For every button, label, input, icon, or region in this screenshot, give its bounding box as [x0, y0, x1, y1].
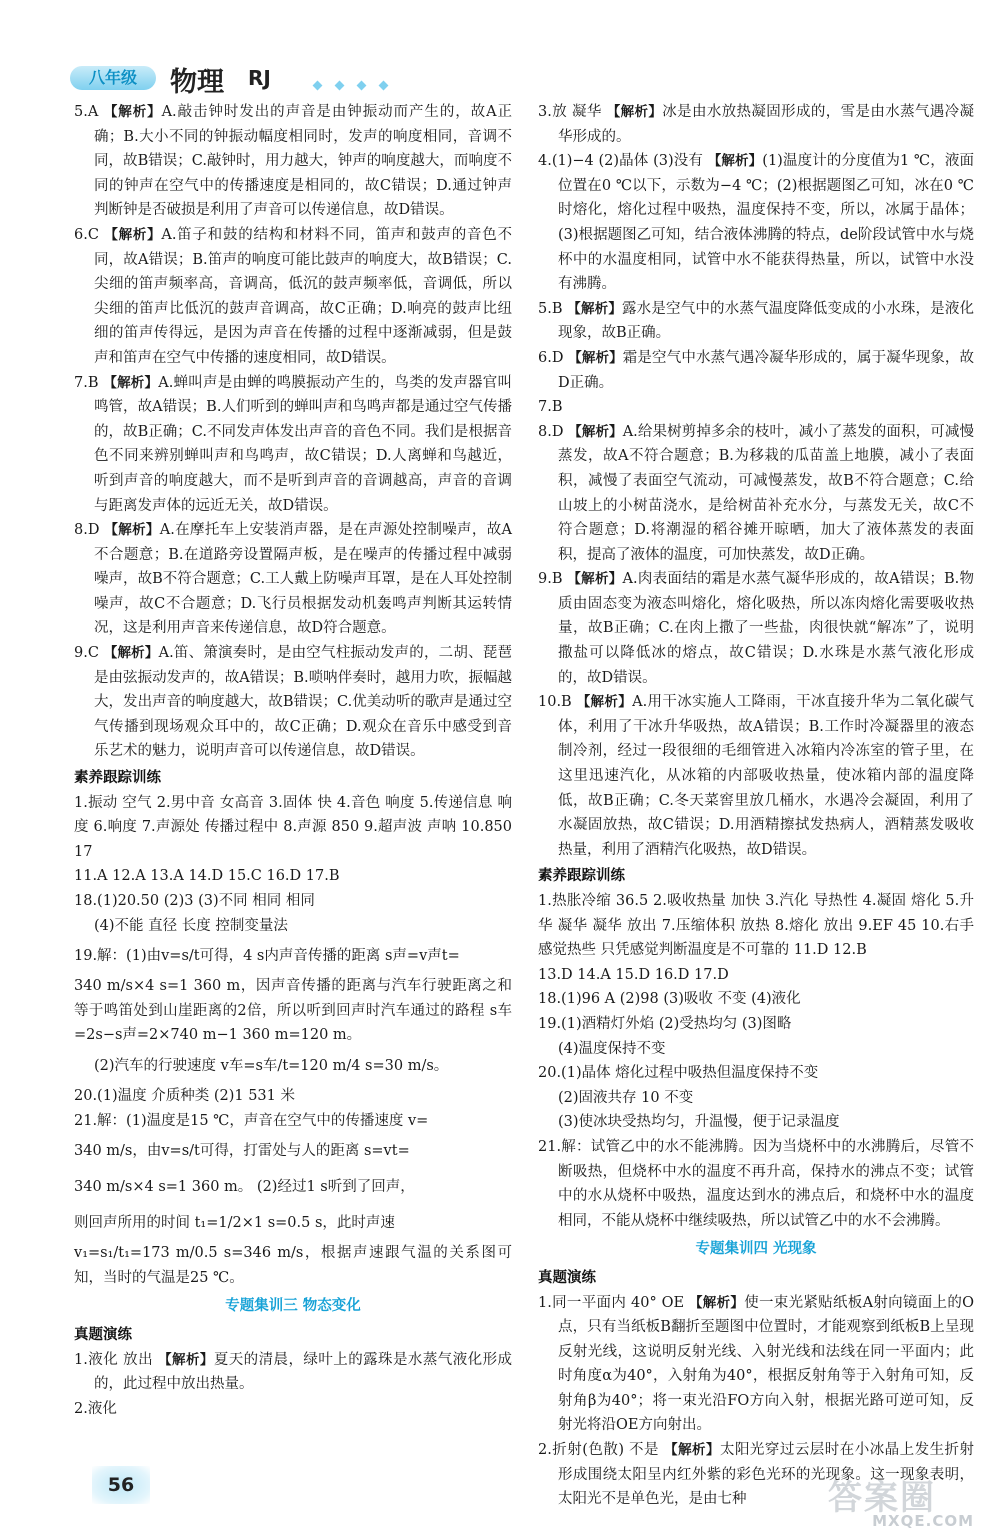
answer-item: 1.同一平面内 40° OE 【解析】使一束光紧贴纸板A射向镜面上的O点，只有当纸板B翻折至题图中位置时，才能观察到纸板B上呈现反射光线，这说明反射光线、入射光线和法线在同一平面内；此时角度α为40°，入射角为40°，根据反射角等于入射角可知，反射角β为40°；将一束光沿FO方向入射，根据光路可逆可知，反射光将沿OE方向射出。	[538, 1294, 975, 1434]
watermark-logo: 答案圈 MXQE.COM	[828, 1478, 974, 1530]
answer-line: (4)温度保持不变	[558, 1040, 666, 1057]
answer-item: 8.D 【解析】A.在摩托车上安装消声器，是在声源处控制噪声，故A不合题意；B.在道路旁设置隔声板，是在噪声的传播过程中减弱噪声，故B不符合题意；C.工人戴上防噪声耳罩，是在人耳处控制噪声，故C不合题意；D.飞行员根据发动机轰鸣声判断其运转情况，这是利用声音来传递信息，故D符合题意。	[74, 522, 513, 637]
answer-item: 6.C 【解析】A.笛子和鼓的结构和材料不同，笛声和鼓声的音色不同，故A错误；B.笛声的响度可能比鼓声的响度大，故B错误；C.尖细的笛声频率高，音调高，低沉的鼓声频率低，音调低，所以尖细的笛声比低沉的鼓声音调高，故C正确；D.响亮的鼓声比纽细的笛声传得远，是因为声音在传播的过程中逐渐减弱，但是鼓声和笛声在空气中传播的速度相同，故D错误。	[74, 226, 513, 366]
answer-line: 20.(1)温度 介质种类 (2)1 531 米	[74, 1087, 295, 1104]
answer-item: 10.B 【解析】A.用干冰实施人工降雨，干冰直接升华为二氧化碳气体，利用了干冰升华吸热，故A错误；B.工作时冷凝器里的液态制冷剂，经过一段很细的毛细管进入冰箱内冷冻室的管子里，在这里迅速汽化，从冰箱的内部吸收热量，使冰箱内部的温度降低，故B正确；C.冬天菜窖里放几桶水，水遇冷会凝固，利用了水凝固放热，故C错误；D.用酒精擦拭发热病人，酒精蒸发吸收热量，利用了酒精汽化吸热，故D错误。	[538, 694, 974, 858]
answer-line: 18.(1)20.50 (2)3 (3)不同 相同 相同	[74, 893, 315, 909]
section-heading: 真题演练	[74, 1326, 132, 1343]
answer-line: (4)不能 直径 长度 控制变量法	[94, 917, 288, 934]
answer-item: 6.D 【解析】霜是空气中水蒸气遇冷凝华形成的，属于凝华现象，故D正确。	[538, 349, 975, 391]
section-heading: 素养跟踪训练	[74, 770, 161, 787]
answer-line: 1.热胀冷缩 36.5 2.吸收热量 加快 3.汽化 导热性 4.凝固 熔化 5.升华 凝华 凝华 放出 7.压缩体积 放热 8.熔化 放出 9.EF 45 10.右手感觉热些 只凭感觉判断温度是不可靠的 11.D 12.B	[538, 893, 974, 959]
answer-item: 7.B 【解析】A.蝉叫声是由蝉的鸣膜振动产生的，鸟类的发声器官叫鸣管，故A错误；B.人们听到的蝉叫声和鸟鸣声都是通过空气传播的，故B正确；C.不同发声体发出声音的音色不同。我们是根据音色不同来辨别蝉叫声和鸟鸣声，故C错误；D.人离蝉和鸟越近，听到声音的响度越大，而不是听到声音的音调越高，声音的音调与距离发声体的远近无关，故D错误。	[74, 374, 513, 514]
answer-item: 9.B 【解析】A.肉表面结的霜是水蒸气凝华形成的，故A错误；B.物质由固态变为液态叫熔化，熔化吸热，所以冻肉熔化需要吸收热量，故B正确；C.在肉上撒了一些盐，肉很快就“解冻”了，说明撒盐可以降低冰的熔点，故C错误；D.水珠是水蒸气液化形成的，故D错误。	[538, 571, 974, 686]
answer-item: 9.C 【解析】A.笛、箫演奏时，是由空气柱振动发声的，二胡、琵琶是由弦振动发声的，故A错误；B.唢呐伴奏时，越用力吹，振幅越大，发出声音的响度越大，故B错误；C.优美动听的歌声是通过空气传播到现场观众耳中的，故C正确；D.观众在音乐中感受到音乐艺术的魅力，说明声音可以传递信息，故D错误。	[74, 645, 513, 760]
left-column	[74, 100, 512, 1421]
answer-item: 2.折射(色散) 不是 【解析】太阳光穿过云层时在小冰晶上发生折射形成围绕太阳呈内红外紫的彩色光环的光现象。这一现象表明，太阳光不是单色光，是由七种	[538, 1442, 975, 1508]
answer-line: 340 m/s×4 s=1 360 m。 (2)经过1 s听到了回声，	[74, 1179, 415, 1196]
answer-line: 1.振动 空气 2.男中音 女高音 3.固体 快 4.音色 响度 5.传递信息 响度 6.响度 7.声源处 传播过程中 8.声源 850 9.超声波 声呐 10.850 17	[74, 794, 512, 860]
edition-label: RJ	[248, 66, 271, 90]
subject-title: 物理	[170, 67, 224, 98]
answer-line: 21.解：(1)温度是15 ℃，声音在空气中的传播速度 v=	[74, 1112, 429, 1129]
answer-item: 4.(1)−4 (2)晶体 (3)没有 【解析】(1)温度计的分度值为1 ℃，液面位置在0 ℃以下，示数为−4 ℃；(2)根据题图乙可知，冰在0 ℃时熔化，熔化过程中吸热，温度保持不变，所以，冰属于晶体；(3)根据题图乙可知，结合液体沸腾的特点，de阶段试管中水与烧杯中的水温度相同，试管中水不能获得热量，所以，试管中水没有沸腾。	[538, 153, 974, 293]
answer-line: 20.(1)晶体 熔化过程中吸热但温度保持不变	[538, 1065, 819, 1082]
answer-line: 340 m/s×4 s=1 360 m，因声音传播的距离与汽车行驶距离之和等于鸣笛处到山崖距离的2倍，所以听到回声时汽车通过的路程 s车=2s−s声=2×740 m−1 360 m=120 m。	[74, 978, 512, 1044]
section-heading: 素养跟踪训练	[538, 868, 625, 885]
answer-line: 2.液化	[74, 1400, 117, 1417]
answer-line: 19.(1)酒精灯外焰 (2)受热均匀 (3)图略	[538, 1015, 792, 1032]
unit-title: 专题集训四 光现象	[695, 1241, 817, 1258]
right-column	[538, 100, 974, 1512]
answer-line: 13.D 14.A 15.D 16.D 17.D	[538, 966, 729, 983]
grade-badge: 八年级	[70, 66, 156, 90]
answer-item: 21.解：试管乙中的水不能沸腾。因为当烧杯中的水沸腾后，尽管不断吸热，但烧杯中水的温度不再升高，保持水的沸点不变；试管中的水从烧杯中吸热，温度达到水的沸点后，和烧杯中水的温度相同，不能从烧杯中继续吸热，所以试管乙中的水不会沸腾。	[538, 1138, 974, 1229]
answer-line: (2)汽车的行驶速度 v车=s车/t=120 m/4 s=30 m/s。	[94, 1057, 449, 1074]
section-heading: 真题演练	[538, 1269, 596, 1286]
answer-item: 8.D 【解析】A.给果树剪掉多余的枝叶，减小了蒸发的面积，可减慢蒸发，故A不符合题意；B.为移栽的瓜苗盖上地膜，减小了表面积，减慢了表面空气流动，可减慢蒸发，故B不符合题意；C.给山坡上的小树苗浇水，是给树苗补充水分，与蒸发无关，故C不符合题意；D.将潮湿的稻谷摊开晾晒，加大了液体蒸发的表面积，提高了液体的温度，可加快蒸发，故D正确。	[538, 423, 974, 563]
answer-line: 18.(1)96 A (2)98 (3)吸收 不变 (4)液化	[538, 991, 801, 1008]
answer-item: 5.A 【解析】A.敲击钟时发出的声音是由钟振动而产生的，故A正确；B.大小不同的钟振动幅度相同时，发声的响度相同，音调不同，故B错误；C.敲钟时，用力越大，钟声的响度越大，而响度不同的钟声在空气中的传播速度是相同的，故C错误；D.通过钟声判断钟是否破损是利用了声音可以传递信息，故D错误。	[74, 104, 513, 219]
decorative-dots-icon	[314, 74, 402, 93]
answer-item: 5.B 【解析】露水是空气中的水蒸气温度降低变成的小水珠，是液化现象，故B正确。	[538, 300, 975, 342]
answer-line: 7.B	[538, 399, 563, 416]
answer-line: (2)固液共存 10 不变	[558, 1089, 694, 1106]
answer-line: 11.A 12.A 13.A 14.D 15.C 16.D 17.B	[74, 868, 340, 885]
answer-item: 3.放 凝华 【解析】冰是由水放热凝固形成的，雪是由水蒸气遇冷凝华形成的。	[538, 104, 975, 145]
answer-line: v₁=s₁/t₁=173 m/0.5 s=346 m/s，根据声速跟气温的关系图可知，当时的气温是25 ℃。	[74, 1245, 512, 1286]
answer-line: 则回声所用的时间 t₁=1/2×1 s=0.5 s，此时声速	[74, 1215, 395, 1232]
answer-line: 19.解：(1)由v=s/t可得，4 s内声音传播的距离 s声=v声t=	[74, 948, 460, 965]
unit-title: 专题集训三 物态变化	[225, 1298, 361, 1315]
answer-item: 1.液化 放出 【解析】夏天的清晨，绿叶上的露珠是水蒸气液化形成的，此过程中放出热量。	[74, 1351, 513, 1393]
page-number: 56	[92, 1466, 150, 1504]
answer-line: (3)使冰块受热均匀，升温慢，便于记录温度	[558, 1114, 840, 1131]
page-header	[70, 60, 470, 96]
answer-line: 340 m/s，由v=s/t可得，打雷处与人的距离 s=vt=	[74, 1143, 410, 1160]
